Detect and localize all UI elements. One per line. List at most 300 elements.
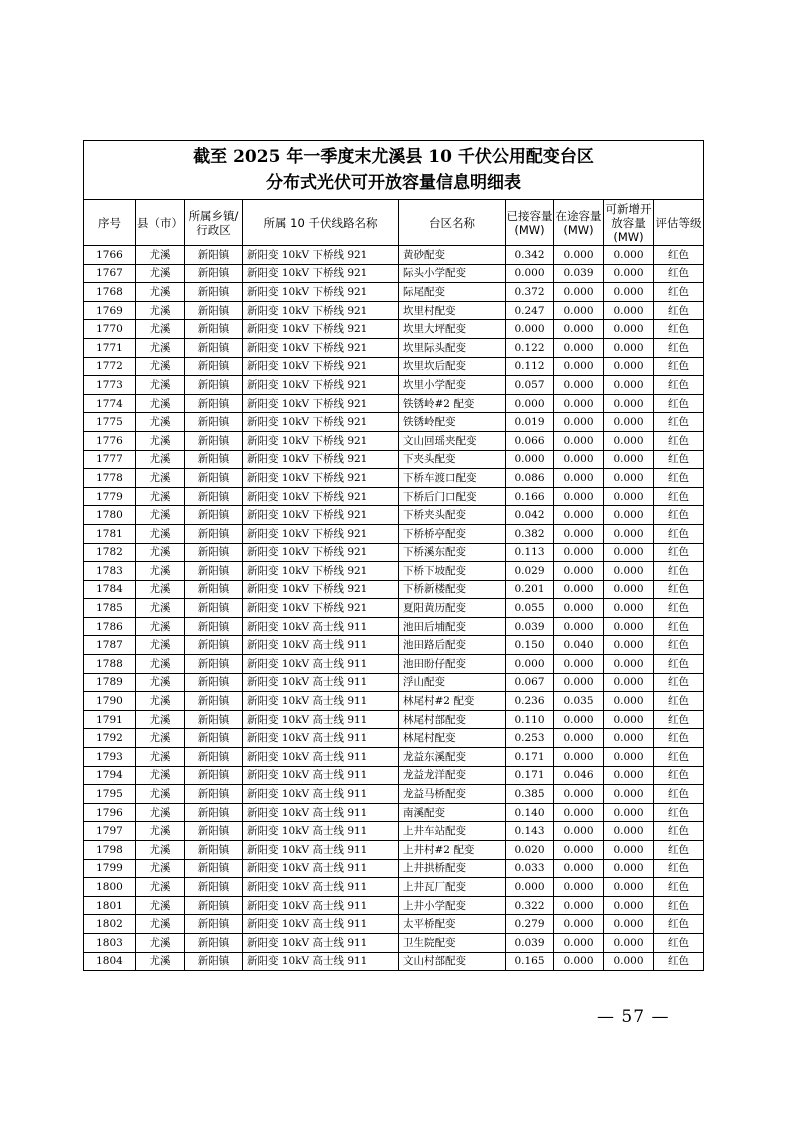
cell-index: 1801: [84, 896, 136, 915]
cell-index: 1802: [84, 915, 136, 934]
table-row: [84, 692, 704, 711]
cell-pending: 0.039: [554, 264, 604, 283]
cell-rating: 红色: [654, 246, 704, 265]
cell-area-name: 下桥桥亭配变: [399, 524, 506, 543]
cell-area-name: 夏阳黄历配变: [399, 599, 506, 618]
cell-line-name: 新阳变 10kV 下桥线 921: [243, 431, 399, 450]
cell-index: 1798: [84, 841, 136, 860]
table-row: [84, 283, 704, 302]
cell-rating: 红色: [654, 785, 704, 804]
page-number: — 57 —: [597, 1007, 670, 1027]
cell-available: 0.000: [604, 264, 654, 283]
title-line-2: 分布式光伏可开放容量信息明细表: [266, 173, 522, 193]
cell-available: 0.000: [604, 413, 654, 432]
cell-area-name: 坎里大坪配变: [399, 320, 506, 339]
cell-connected: 0.042: [506, 506, 554, 525]
cell-line-name: 新阳变 10kV 高士线 911: [243, 878, 399, 897]
cell-area-name: 上井小学配变: [399, 896, 506, 915]
cell-pending: 0.000: [554, 580, 604, 599]
cell-area-name: 下桥溪东配变: [399, 543, 506, 562]
cell-index: 1785: [84, 599, 136, 618]
cell-town: 新阳镇: [185, 710, 243, 729]
table-row: [84, 524, 704, 543]
cell-rating: 红色: [654, 543, 704, 562]
cell-index: 1769: [84, 301, 136, 320]
cell-line-name: 新阳变 10kV 高士线 911: [243, 841, 399, 860]
cell-pending: 0.000: [554, 338, 604, 357]
cell-index: 1793: [84, 748, 136, 767]
cell-available: 0.000: [604, 655, 654, 674]
cell-index: 1782: [84, 543, 136, 562]
cell-available: 0.000: [604, 841, 654, 860]
cell-town: 新阳镇: [185, 599, 243, 618]
cell-connected: 0.067: [506, 673, 554, 692]
cell-area-name: 上井村#2 配变: [399, 841, 506, 860]
cell-town: 新阳镇: [185, 933, 243, 952]
cell-line-name: 新阳变 10kV 下桥线 921: [243, 338, 399, 357]
cell-town: 新阳镇: [185, 524, 243, 543]
cell-pending: 0.000: [554, 785, 604, 804]
cell-pending: 0.000: [554, 376, 604, 395]
table-row: [84, 710, 704, 729]
cell-rating: 红色: [654, 524, 704, 543]
table-row: [84, 301, 704, 320]
cell-pending: 0.000: [554, 246, 604, 265]
cell-index: 1779: [84, 487, 136, 506]
cell-pending: 0.000: [554, 413, 604, 432]
cell-area-name: 龙益东溪配变: [399, 748, 506, 767]
cell-area-name: 文山村部配变: [399, 952, 506, 971]
cell-connected: 0.113: [506, 543, 554, 562]
header-index: 序号: [84, 200, 136, 246]
cell-index: 1787: [84, 636, 136, 655]
table-row: [84, 487, 704, 506]
table-row: [84, 338, 704, 357]
cell-rating: 红色: [654, 896, 704, 915]
cell-connected: 0.019: [506, 413, 554, 432]
table-row: [84, 748, 704, 767]
cell-county: 尤溪: [136, 562, 185, 581]
cell-index: 1778: [84, 469, 136, 488]
cell-area-name: 坎里坎后配变: [399, 357, 506, 376]
cell-index: 1776: [84, 431, 136, 450]
table-row: [84, 636, 704, 655]
cell-county: 尤溪: [136, 710, 185, 729]
cell-rating: 红色: [654, 264, 704, 283]
table-row: [84, 599, 704, 618]
cell-index: 1789: [84, 673, 136, 692]
cell-rating: 红色: [654, 803, 704, 822]
cell-county: 尤溪: [136, 617, 185, 636]
cell-available: 0.000: [604, 394, 654, 413]
cell-line-name: 新阳变 10kV 下桥线 921: [243, 469, 399, 488]
cell-rating: 红色: [654, 878, 704, 897]
cell-town: 新阳镇: [185, 617, 243, 636]
cell-county: 尤溪: [136, 878, 185, 897]
cell-county: 尤溪: [136, 338, 185, 357]
cell-pending: 0.000: [554, 896, 604, 915]
cell-town: 新阳镇: [185, 766, 243, 785]
cell-connected: 0.165: [506, 952, 554, 971]
cell-available: 0.000: [604, 338, 654, 357]
cell-line-name: 新阳变 10kV 下桥线 921: [243, 264, 399, 283]
cell-county: 尤溪: [136, 748, 185, 767]
cell-line-name: 新阳变 10kV 下桥线 921: [243, 394, 399, 413]
cell-line-name: 新阳变 10kV 高士线 911: [243, 952, 399, 971]
cell-area-name: 浮山配变: [399, 673, 506, 692]
cell-rating: 红色: [654, 450, 704, 469]
cell-available: 0.000: [604, 915, 654, 934]
cell-line-name: 新阳变 10kV 下桥线 921: [243, 524, 399, 543]
cell-county: 尤溪: [136, 301, 185, 320]
table-row: [84, 450, 704, 469]
header-rating: 评估等级: [654, 200, 704, 246]
cell-index: 1797: [84, 822, 136, 841]
cell-county: 尤溪: [136, 469, 185, 488]
cell-town: 新阳镇: [185, 394, 243, 413]
cell-available: 0.000: [604, 636, 654, 655]
cell-town: 新阳镇: [185, 952, 243, 971]
cell-rating: 红色: [654, 952, 704, 971]
cell-index: 1783: [84, 562, 136, 581]
cell-rating: 红色: [654, 692, 704, 711]
cell-area-name: 池田后埔配变: [399, 617, 506, 636]
cell-index: 1780: [84, 506, 136, 525]
cell-connected: 0.055: [506, 599, 554, 618]
cell-connected: 0.201: [506, 580, 554, 599]
table-row: [84, 933, 704, 952]
cell-town: 新阳镇: [185, 264, 243, 283]
cell-available: 0.000: [604, 803, 654, 822]
cell-county: 尤溪: [136, 952, 185, 971]
cell-line-name: 新阳变 10kV 高士线 911: [243, 748, 399, 767]
cell-county: 尤溪: [136, 264, 185, 283]
cell-town: 新阳镇: [185, 320, 243, 339]
cell-available: 0.000: [604, 469, 654, 488]
cell-connected: 0.066: [506, 431, 554, 450]
cell-town: 新阳镇: [185, 562, 243, 581]
cell-county: 尤溪: [136, 729, 185, 748]
cell-available: 0.000: [604, 283, 654, 302]
cell-index: 1790: [84, 692, 136, 711]
cell-pending: 0.000: [554, 729, 604, 748]
cell-available: 0.000: [604, 301, 654, 320]
cell-line-name: 新阳变 10kV 下桥线 921: [243, 450, 399, 469]
cell-index: 1794: [84, 766, 136, 785]
table-row: [84, 785, 704, 804]
cell-pending: 0.000: [554, 878, 604, 897]
cell-connected: 0.342: [506, 246, 554, 265]
cell-town: 新阳镇: [185, 841, 243, 860]
cell-line-name: 新阳变 10kV 下桥线 921: [243, 320, 399, 339]
cell-rating: 红色: [654, 766, 704, 785]
cell-county: 尤溪: [136, 636, 185, 655]
cell-town: 新阳镇: [185, 859, 243, 878]
cell-town: 新阳镇: [185, 580, 243, 599]
table-row: [84, 766, 704, 785]
cell-county: 尤溪: [136, 933, 185, 952]
cell-line-name: 新阳变 10kV 下桥线 921: [243, 506, 399, 525]
cell-available: 0.000: [604, 599, 654, 618]
cell-pending: 0.000: [554, 673, 604, 692]
cell-county: 尤溪: [136, 413, 185, 432]
cell-pending: 0.000: [554, 543, 604, 562]
cell-line-name: 新阳变 10kV 下桥线 921: [243, 543, 399, 562]
cell-rating: 红色: [654, 469, 704, 488]
cell-pending: 0.000: [554, 320, 604, 339]
cell-area-name: 林尾村配变: [399, 729, 506, 748]
table-row: [84, 729, 704, 748]
table-row: [84, 952, 704, 971]
cell-county: 尤溪: [136, 896, 185, 915]
cell-available: 0.000: [604, 896, 654, 915]
cell-connected: 0.110: [506, 710, 554, 729]
cell-county: 尤溪: [136, 673, 185, 692]
cell-county: 尤溪: [136, 431, 185, 450]
cell-connected: 0.171: [506, 766, 554, 785]
cell-connected: 0.385: [506, 785, 554, 804]
cell-county: 尤溪: [136, 320, 185, 339]
cell-index: 1792: [84, 729, 136, 748]
cell-pending: 0.000: [554, 487, 604, 506]
cell-available: 0.000: [604, 320, 654, 339]
cell-area-name: 上井车站配变: [399, 822, 506, 841]
cell-county: 尤溪: [136, 785, 185, 804]
cell-pending: 0.000: [554, 617, 604, 636]
cell-connected: 0.033: [506, 859, 554, 878]
cell-area-name: 下桥新楼配变: [399, 580, 506, 599]
header-town: 所属乡镇/行政区: [185, 200, 243, 246]
cell-pending: 0.000: [554, 933, 604, 952]
cell-pending: 0.000: [554, 655, 604, 674]
cell-available: 0.000: [604, 785, 654, 804]
cell-town: 新阳镇: [185, 692, 243, 711]
cell-county: 尤溪: [136, 506, 185, 525]
cell-index: 1773: [84, 376, 136, 395]
cell-line-name: 新阳变 10kV 高士线 911: [243, 896, 399, 915]
cell-area-name: 龙益龙洋配变: [399, 766, 506, 785]
cell-index: 1766: [84, 246, 136, 265]
cell-line-name: 新阳变 10kV 下桥线 921: [243, 357, 399, 376]
cell-rating: 红色: [654, 394, 704, 413]
cell-county: 尤溪: [136, 692, 185, 711]
cell-county: 尤溪: [136, 376, 185, 395]
cell-line-name: 新阳变 10kV 高士线 911: [243, 785, 399, 804]
cell-index: 1772: [84, 357, 136, 376]
cell-area-name: 黄砂配变: [399, 246, 506, 265]
cell-index: 1784: [84, 580, 136, 599]
cell-rating: 红色: [654, 673, 704, 692]
cell-index: 1775: [84, 413, 136, 432]
cell-town: 新阳镇: [185, 357, 243, 376]
cell-area-name: 卫生院配变: [399, 933, 506, 952]
cell-available: 0.000: [604, 617, 654, 636]
cell-rating: 红色: [654, 357, 704, 376]
title-line-1: 截至 2025 年一季度末尤溪县 10 千伏公用配变台区: [193, 147, 594, 167]
cell-rating: 红色: [654, 301, 704, 320]
cell-available: 0.000: [604, 748, 654, 767]
cell-pending: 0.040: [554, 636, 604, 655]
cell-town: 新阳镇: [185, 803, 243, 822]
cell-pending: 0.000: [554, 748, 604, 767]
cell-line-name: 新阳变 10kV 下桥线 921: [243, 283, 399, 302]
header-connected-capacity: 已接容量(MW): [506, 200, 554, 246]
cell-available: 0.000: [604, 729, 654, 748]
cell-rating: 红色: [654, 338, 704, 357]
cell-index: 1771: [84, 338, 136, 357]
cell-county: 尤溪: [136, 394, 185, 413]
cell-connected: 0.000: [506, 264, 554, 283]
cell-available: 0.000: [604, 487, 654, 506]
cell-county: 尤溪: [136, 543, 185, 562]
cell-town: 新阳镇: [185, 785, 243, 804]
cell-town: 新阳镇: [185, 338, 243, 357]
cell-rating: 红色: [654, 729, 704, 748]
table-row: [84, 264, 704, 283]
cell-pending: 0.000: [554, 431, 604, 450]
table-row: [84, 822, 704, 841]
cell-available: 0.000: [604, 766, 654, 785]
cell-area-name: 坎里际头配变: [399, 338, 506, 357]
cell-area-name: 下桥夹头配变: [399, 506, 506, 525]
cell-line-name: 新阳变 10kV 高士线 911: [243, 692, 399, 711]
cell-county: 尤溪: [136, 283, 185, 302]
cell-connected: 0.143: [506, 822, 554, 841]
cell-town: 新阳镇: [185, 450, 243, 469]
cell-connected: 0.000: [506, 878, 554, 897]
cell-area-name: 上井瓦厂配变: [399, 878, 506, 897]
cell-available: 0.000: [604, 580, 654, 599]
cell-area-name: 上井拱桥配变: [399, 859, 506, 878]
cell-available: 0.000: [604, 692, 654, 711]
cell-area-name: 际头小学配变: [399, 264, 506, 283]
cell-available: 0.000: [604, 246, 654, 265]
cell-town: 新阳镇: [185, 487, 243, 506]
cell-line-name: 新阳变 10kV 高士线 911: [243, 803, 399, 822]
cell-index: 1791: [84, 710, 136, 729]
cell-connected: 0.029: [506, 562, 554, 581]
cell-available: 0.000: [604, 431, 654, 450]
cell-rating: 红色: [654, 580, 704, 599]
header-area-name: 台区名称: [399, 200, 506, 246]
cell-rating: 红色: [654, 487, 704, 506]
cell-connected: 0.372: [506, 283, 554, 302]
table-row: [84, 320, 704, 339]
cell-county: 尤溪: [136, 803, 185, 822]
cell-pending: 0.000: [554, 710, 604, 729]
cell-county: 尤溪: [136, 450, 185, 469]
cell-connected: 0.253: [506, 729, 554, 748]
header-row: [84, 200, 704, 246]
cell-rating: 红色: [654, 748, 704, 767]
cell-county: 尤溪: [136, 487, 185, 506]
cell-town: 新阳镇: [185, 376, 243, 395]
cell-available: 0.000: [604, 543, 654, 562]
table-row: [84, 915, 704, 934]
cell-line-name: 新阳变 10kV 高士线 911: [243, 617, 399, 636]
table-row: [84, 543, 704, 562]
cell-town: 新阳镇: [185, 469, 243, 488]
cell-line-name: 新阳变 10kV 下桥线 921: [243, 246, 399, 265]
cell-county: 尤溪: [136, 524, 185, 543]
cell-line-name: 新阳变 10kV 高士线 911: [243, 859, 399, 878]
cell-connected: 0.000: [506, 320, 554, 339]
cell-pending: 0.000: [554, 506, 604, 525]
cell-area-name: 池田盼仔配变: [399, 655, 506, 674]
cell-rating: 红色: [654, 376, 704, 395]
cell-area-name: 下桥后门口配变: [399, 487, 506, 506]
cell-county: 尤溪: [136, 766, 185, 785]
cell-available: 0.000: [604, 822, 654, 841]
table-row: [84, 841, 704, 860]
cell-available: 0.000: [604, 562, 654, 581]
cell-rating: 红色: [654, 933, 704, 952]
table-row: [84, 896, 704, 915]
cell-rating: 红色: [654, 413, 704, 432]
cell-connected: 0.086: [506, 469, 554, 488]
cell-town: 新阳镇: [185, 431, 243, 450]
cell-town: 新阳镇: [185, 729, 243, 748]
cell-area-name: 下桥车渡口配变: [399, 469, 506, 488]
cell-connected: 0.000: [506, 394, 554, 413]
cell-pending: 0.000: [554, 803, 604, 822]
cell-town: 新阳镇: [185, 246, 243, 265]
table-row: [84, 246, 704, 265]
cell-rating: 红色: [654, 506, 704, 525]
cell-pending: 0.000: [554, 394, 604, 413]
cell-rating: 红色: [654, 562, 704, 581]
cell-index: 1774: [84, 394, 136, 413]
cell-county: 尤溪: [136, 599, 185, 618]
cell-available: 0.000: [604, 859, 654, 878]
cell-area-name: 林尾村部配变: [399, 710, 506, 729]
header-line-name: 所属 10 千伏线路名称: [243, 200, 399, 246]
cell-rating: 红色: [654, 617, 704, 636]
cell-town: 新阳镇: [185, 283, 243, 302]
table-body: [84, 246, 704, 971]
cell-town: 新阳镇: [185, 413, 243, 432]
cell-index: 1800: [84, 878, 136, 897]
cell-pending: 0.000: [554, 599, 604, 618]
cell-line-name: 新阳变 10kV 下桥线 921: [243, 580, 399, 599]
cell-index: 1768: [84, 283, 136, 302]
cell-county: 尤溪: [136, 246, 185, 265]
cell-pending: 0.000: [554, 469, 604, 488]
table-title: [84, 141, 704, 200]
cell-pending: 0.000: [554, 283, 604, 302]
cell-connected: 0.000: [506, 450, 554, 469]
table-row: [84, 357, 704, 376]
cell-rating: 红色: [654, 915, 704, 934]
cell-town: 新阳镇: [185, 748, 243, 767]
cell-line-name: 新阳变 10kV 下桥线 921: [243, 301, 399, 320]
table-row: [84, 803, 704, 822]
cell-index: 1786: [84, 617, 136, 636]
cell-connected: 0.122: [506, 338, 554, 357]
cell-rating: 红色: [654, 599, 704, 618]
cell-pending: 0.046: [554, 766, 604, 785]
cell-area-name: 铁锈岭#2 配变: [399, 394, 506, 413]
cell-county: 尤溪: [136, 859, 185, 878]
cell-index: 1803: [84, 933, 136, 952]
cell-index: 1796: [84, 803, 136, 822]
cell-available: 0.000: [604, 357, 654, 376]
cell-pending: 0.000: [554, 822, 604, 841]
cell-available: 0.000: [604, 673, 654, 692]
cell-county: 尤溪: [136, 915, 185, 934]
cell-rating: 红色: [654, 283, 704, 302]
cell-county: 尤溪: [136, 580, 185, 599]
